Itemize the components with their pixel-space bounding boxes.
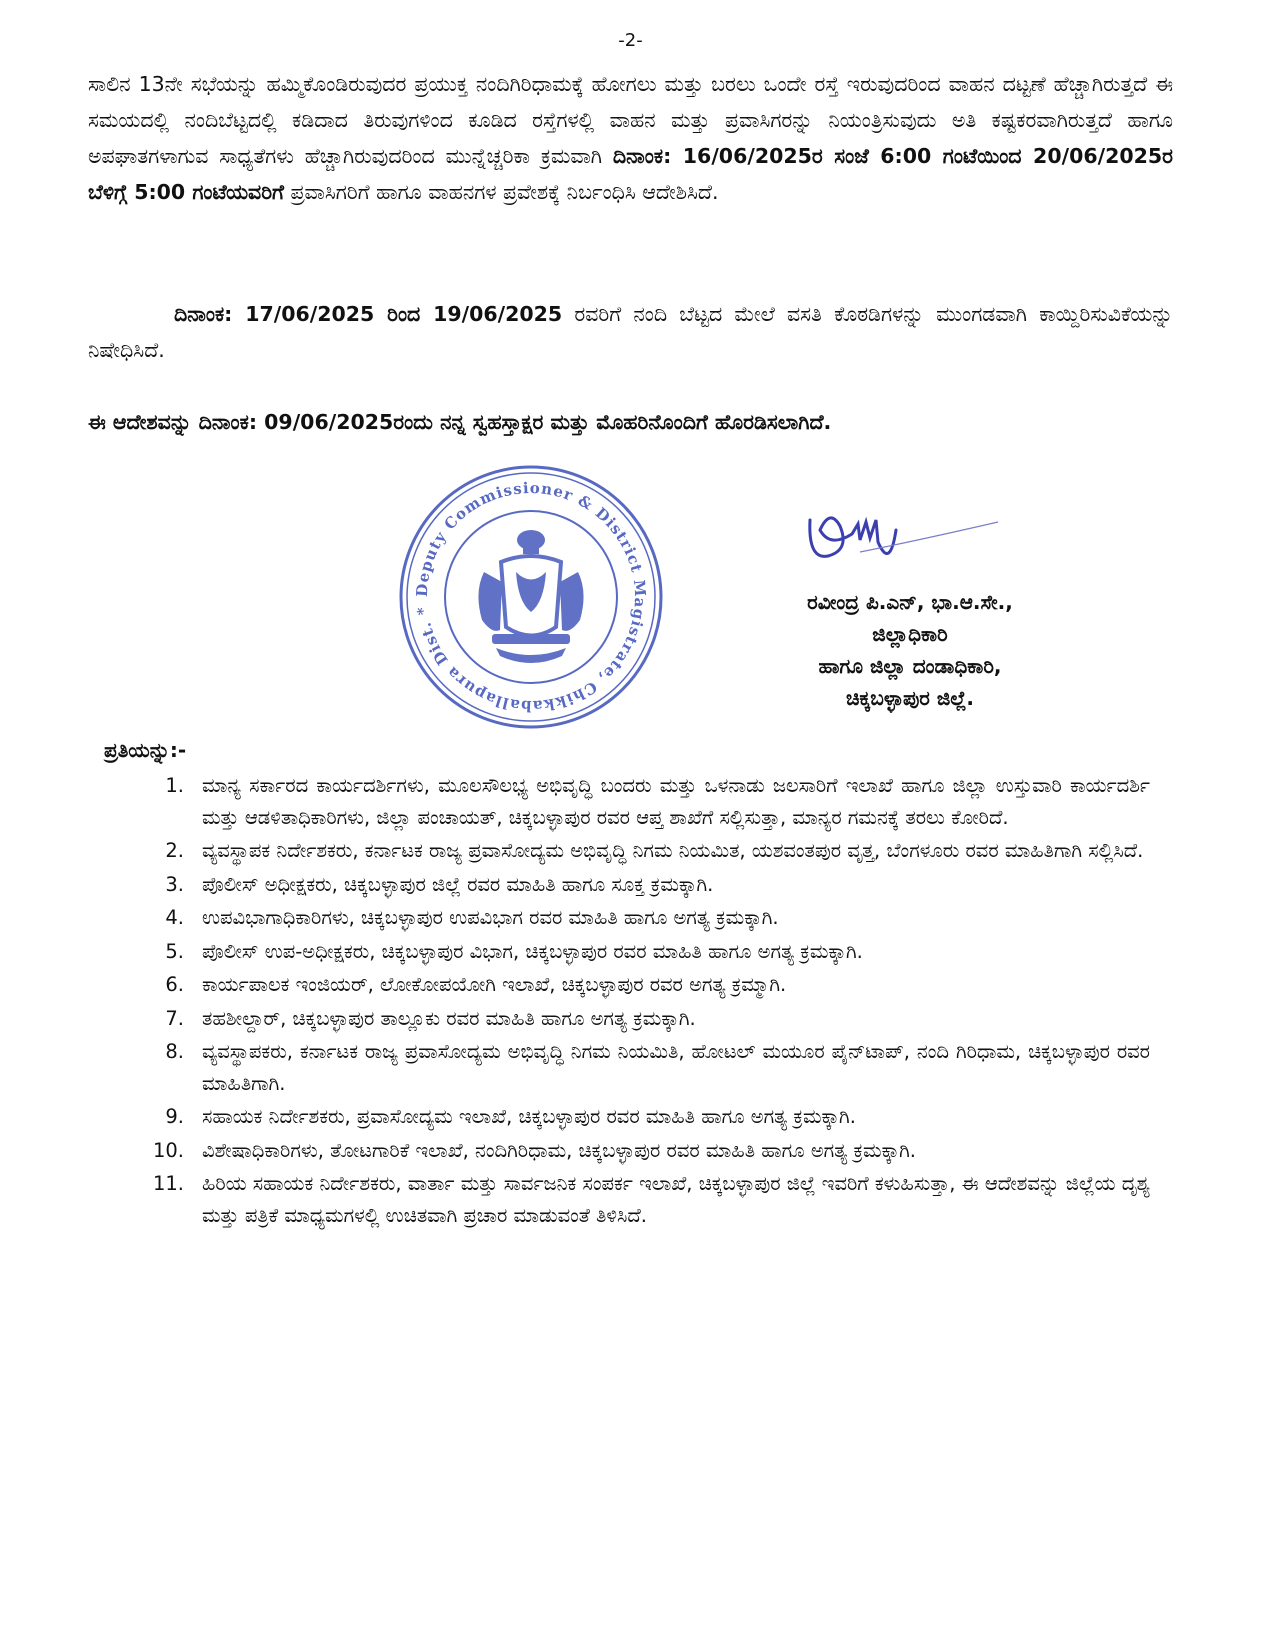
signatory-title-1: ಜಿಲ್ಲಾಧಿಕಾರಿ	[872, 622, 948, 646]
paragraph-1-text-c: ಪ್ರವಾಸಿಗರಿಗೆ ಹಾಗೂ ವಾಹನಗಳ ಪ್ರವೇಶಕ್ಕೆ ನಿರ್ಬಂಧಿಸಿ ಆದೇಶಿಸಿದೆ.	[283, 180, 719, 204]
copy-item-text: ವ್ಯವಸ್ಥಾಪಕರು, ಕರ್ನಾಟಕ ರಾಜ್ಯ ಪ್ರವಾಸೋದ್ಯಮ ಅಭಿವೃದ್ಧಿ ನಿಗಮ ನಿಯಮಿತಿ, ಹೋಟಲ್ ಮಯೂರ ಪೈನ್‌ಟಾಪ್, ನಂದಿ ಗಿರಿಧಾಮ, ಚಿಕ್ಕಬಳ್ಳಾಪುರ ರವರ ಮಾಹಿತಿಗಾಗಿ.	[202, 1040, 1150, 1095]
copy-item	[140, 835, 1150, 867]
paragraph-2	[88, 296, 1173, 368]
paragraph-2-date-range: ದಿನಾಂಕ: 17/06/2025 ರಿಂದ 19/06/2025	[174, 302, 563, 326]
copies-heading: ಪ್ರತಿಯನ್ನು:-	[104, 738, 187, 762]
copy-item-text: ಪೊಲೀಸ್ ಅಧೀಕ್ಷಕರು, ಚಿಕ್ಕಬಳ್ಳಾಪುರ ಜಿಲ್ಲೆ ರವರ ಮಾಹಿತಿ ಹಾಗೂ ಸೂಕ್ತ ಕ್ರಮಕ್ಕಾಗಿ.	[202, 872, 714, 896]
copy-item-text: ವ್ಯವಸ್ಥಾಪಕ ನಿರ್ದೇಶಕರು, ಕರ್ನಾಟಕ ರಾಜ್ಯ ಪ್ರವಾಸೋದ್ಯಮ ಅಭಿವೃದ್ಧಿ ನಿಗಮ ನಿಯಮಿತ, ಯಶವಂತಪುರ ವೃತ್ತ, ಬೆಂಗಳೂರು ರವರ ಮಾಹಿತಿಗಾಗಿ ಸಲ್ಲಿಸಿದೆ.	[202, 839, 1144, 862]
copy-item-number: 2.	[165, 839, 184, 862]
copy-item-number: 11.	[152, 1172, 184, 1195]
copy-item	[140, 1135, 1150, 1167]
copy-item	[140, 869, 1150, 901]
copy-item-number: 9.	[165, 1105, 184, 1128]
copies-list	[140, 770, 1150, 1233]
copy-item	[140, 1003, 1150, 1035]
handwritten-signature	[800, 490, 1000, 580]
paragraph-2-text: ರವರಿಗೆ ನಂದಿ ಬೆಟ್ಟದ ಮೇಲೆ ವಸತಿ ಕೊಠಡಿಗಳನ್ನು ಮುಂಗಡವಾಗಿ ಕಾಯ್ದಿರಿಸುವಿಕೆಯನ್ನು ನಿಷೇಧಿಸಿದೆ.	[88, 302, 1173, 362]
copy-item-text: ಮಾನ್ಯ ಸರ್ಕಾರದ ಕಾರ್ಯದರ್ಶಿಗಳು, ಮೂಲಸೌಲಭ್ಯ ಅಭಿವೃದ್ಧಿ ಬಂದರು ಮತ್ತು ಒಳನಾಡು ಜಲಸಾರಿಗೆ ಇಲಾಖೆ ಹಾಗೂ ಜಿಲ್ಲಾ ಉಸ್ತುವಾರಿ ಕಾರ್ಯದರ್ಶಿ ಮತ್ತು ಆಡಳಿತಾಧಿಕಾರಿಗಳು, ಜಿಲ್ಲಾ ಪಂಚಾಯತ್, ಚಿಕ್ಕಬಳ್ಳಾಪುರ ರವರ ಆಪ್ತ ಶಾಖೆಗೆ ಸಲ್ಲಿಸುತ್ತಾ, ಮಾನ್ಯರ ಗಮನಕ್ಕೆ ತರಲು ಕೋರಿದೆ.	[202, 774, 1150, 829]
copy-item	[140, 1168, 1150, 1231]
copy-item-text: ವಿಶೇಷಾಧಿಕಾರಿಗಳು, ತೋಟಗಾರಿಕೆ ಇಲಾಖೆ, ನಂದಿಗಿರಿಧಾಮ, ಚಿಕ್ಕಬಳ್ಳಾಪುರ ರವರ ಮಾಹಿತಿ ಹಾಗೂ ಅಗತ್ಯ ಕ್ರಮಕ್ಕಾಗಿ.	[202, 1138, 916, 1162]
copy-item-number: 7.	[165, 1006, 184, 1030]
copy-item	[140, 902, 1150, 934]
copy-item-text: ತಹಶೀಲ್ದಾರ್, ಚಿಕ್ಕಬಳ್ಳಾಪುರ ತಾಲ್ಲೂಕು ರವರ ಮಾಹಿತಿ ಹಾಗೂ ಅಗತ್ಯ ಕ್ರಮಕ್ಕಾಗಿ.	[202, 1006, 696, 1030]
copy-item	[140, 969, 1150, 1001]
signatory-name: ರವೀಂದ್ರ ಪಿ.ಎನ್, ಭಾ.ಆ.ಸೇ.,	[807, 590, 1013, 614]
seal-ring-text: Deputy Commissioner & District Magistrate, Chikkaballapura Dist. *	[412, 478, 650, 716]
signatory-title-2: ಹಾಗೂ ಜಿಲ್ಲಾ ದಂಡಾಧಿಕಾರಿ,	[818, 654, 1002, 678]
paragraph-3-order-issue: ಈ ಆದೇಶವನ್ನು ದಿನಾಂಕ: 09/06/2025ರಂದು ನನ್ನ ಸ್ವಹಸ್ತಾಕ್ಷರ ಮತ್ತು ಮೊಹರಿನೊಂದಿಗೆ ಹೊರಡಿಸಲಾಗಿದೆ.	[88, 410, 832, 434]
signatory-block	[720, 586, 1100, 714]
official-seal-stamp	[396, 462, 666, 732]
signatory-district: ಚಿಕ್ಕಬಳ್ಳಾಪುರ ಜಿಲ್ಲೆ.	[845, 686, 975, 710]
copy-item-number: 1.	[165, 774, 184, 797]
copy-item-number: 5.	[165, 939, 184, 963]
copy-item	[140, 1036, 1150, 1099]
copy-item-text: ಪೊಲೀಸ್ ಉಪ-ಅಧೀಕ್ಷಕರು, ಚಿಕ್ಕಬಳ್ಳಾಪುರ ವಿಭಾಗ, ಚಿಕ್ಕಬಳ್ಳಾಪುರ ರವರ ಮಾಹಿತಿ ಹಾಗೂ ಅಗತ್ಯ ಕ್ರಮಕ್ಕಾಗಿ.	[202, 939, 863, 963]
copy-item	[140, 936, 1150, 968]
copy-item-text: ಸಹಾಯಕ ನಿರ್ದೇಶಕರು, ಪ್ರವಾಸೋದ್ಯಮ ಇಲಾಖೆ, ಚಿಕ್ಕಬಳ್ಳಾಪುರ ರವರ ಮಾಹಿತಿ ಹಾಗೂ ಅಗತ್ಯ ಕ್ರಮಕ್ಕಾಗಿ.	[202, 1105, 856, 1128]
copy-item-text: ಕಾರ್ಯಪಾಲಕ ಇಂಜಿಯರ್, ಲೋಕೋಪಯೋಗಿ ಇಲಾಖೆ, ಚಿಕ್ಕಬಳ್ಳಾಪುರ ರವರ ಅಗತ್ಯ ಕ್ರಮ್ಮಾಗಿ.	[202, 973, 787, 996]
copy-item-number: 6.	[165, 973, 184, 996]
copy-item-number: 8.	[165, 1040, 184, 1063]
copy-item-number: 3.	[165, 872, 184, 896]
copy-item	[140, 1101, 1150, 1133]
paragraph-1-text-a: ಸಾಲಿನ 13ನೇ ಸಭೆಯನ್ನು ಹಮ್ಮಿಕೊಂಡಿರುವುದರ ಪ್ರಯುಕ್ತ ನಂದಿಗಿರಿಧಾಮಕ್ಕೆ ಹೋಗಲು ಮತ್ತು ಬರಲು ಒಂದೇ ರಸ್ತೆ ಇರುವುದರಿಂದ ವಾಹನ ದಟ್ಟಣೆ ಹೆಚ್ಚಾಗಿರುತ್ತದೆ ಈ ಸಮಯದಲ್ಲಿ ನಂದಿಬೆಟ್ಟದಲ್ಲಿ ಕಡಿದಾದ ತಿರುವುಗಳಿಂದ ಕೂಡಿದ ರಸ್ತೆಗಳಲ್ಲಿ ವಾಹನ ಮತ್ತು ಪ್ರವಾಸಿಗರನ್ನು ನಿಯಂತ್ರಿಸುವುದು ಅತಿ ಕಷ್ಟಕರವಾಗಿರುತ್ತದೆ ಹಾಗೂ ಅಪಘಾತಗಳಾಗುವ ಸಾಧ್ಯತೆಗಳು ಹೆಚ್ಚಾಗಿರುವುದರಿಂದ ಮುನ್ನೆಚ್ಚರಿಕಾ ಕ್ರಮವಾಗಿ	[88, 72, 1173, 168]
emblem-icon	[478, 530, 583, 663]
page-number: -2-	[618, 30, 643, 51]
copy-item-number: 4.	[165, 906, 184, 929]
copy-item-text: ಹಿರಿಯ ಸಹಾಯಕ ನಿರ್ದೇಶಕರು, ವಾರ್ತಾ ಮತ್ತು ಸಾರ್ವಜನಿಕ ಸಂಪರ್ಕ ಇಲಾಖೆ, ಚಿಕ್ಕಬಳ್ಳಾಪುರ ಜಿಲ್ಲೆ ಇವರಿಗೆ ಕಳುಹಿಸುತ್ತಾ, ಈ ಆದೇಶವನ್ನು ಜಿಲ್ಲೆಯ ದೃಶ್ಯ ಮತ್ತು ಪತ್ರಿಕೆ ಮಾಧ್ಯಮಗಳಲ್ಲಿ ಉಚಿತವಾಗಿ ಪ್ರಚಾರ ಮಾಡುವಂತೆ ತಿಳಿಸಿದೆ.	[202, 1172, 1150, 1227]
copy-item-text: ಉಪವಿಭಾಗಾಧಿಕಾರಿಗಳು, ಚಿಕ್ಕಬಳ್ಳಾಪುರ ಉಪವಿಭಾಗ ರವರ ಮಾಹಿತಿ ಹಾಗೂ ಅಗತ್ಯ ಕ್ರಮಕ್ಕಾಗಿ.	[202, 906, 779, 929]
copy-item	[140, 770, 1150, 833]
paragraph-1-date-range: ದಿನಾಂಕ: 16/06/2025ರ ಸಂಜೆ 6:00 ಗಂಟೆಯಿಂದ 20/06/2025ರ ಬೆಳಿಗ್ಗೆ 5:00 ಗಂಟೆಯವರಿಗೆ	[88, 144, 1173, 204]
copy-item-number: 10.	[152, 1138, 184, 1162]
paragraph-1	[88, 66, 1173, 210]
